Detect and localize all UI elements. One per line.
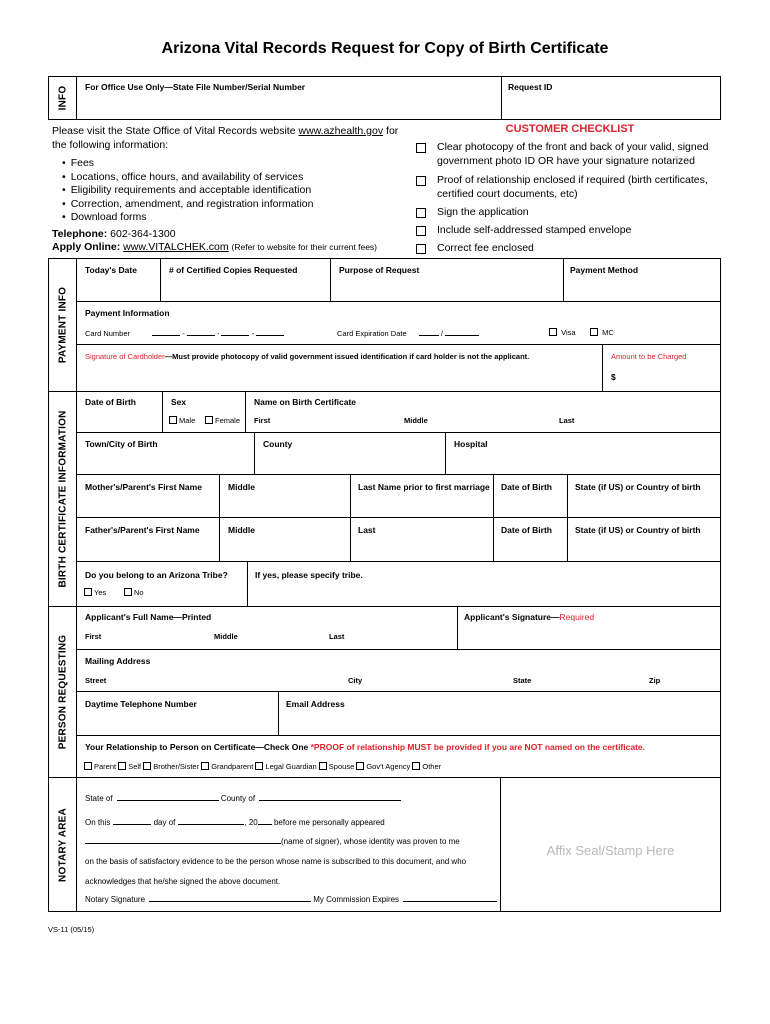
copies-requested-field[interactable]: # of Certified Copies Requested xyxy=(160,258,331,302)
visa-option[interactable]: Visa xyxy=(549,328,576,337)
vitalchek-link[interactable]: www.VITALCHEK.com xyxy=(123,241,229,253)
male-option[interactable]: Male xyxy=(169,416,195,425)
father-birth-place-field[interactable]: State (if US) or Country of birth xyxy=(567,517,721,562)
seal-stamp-area[interactable] xyxy=(500,777,721,912)
card-number-field[interactable]: Card Number - - - xyxy=(85,329,284,338)
list-item: • Correction, amendment, and registration information xyxy=(62,198,313,212)
list-item: • Download forms xyxy=(62,211,313,225)
relationship-option-spouse[interactable]: Spouse xyxy=(319,762,354,771)
relationship-option-grandparent[interactable]: Grandparent xyxy=(201,762,253,771)
form-id: VS-11 (05/15) xyxy=(48,925,95,934)
date-line[interactable]: On this day of , 20 before me personally appeared xyxy=(85,818,385,827)
signer-name-field[interactable]: (name of signer), whose identity was proven to me xyxy=(85,837,460,846)
relationship-checkbox[interactable] xyxy=(356,762,364,770)
applicant-signature-field[interactable]: Applicant's Signature—Required xyxy=(457,606,721,650)
side-label-person: PERSON REQUESTING xyxy=(48,606,77,778)
email-address-field[interactable]: Email Address xyxy=(278,691,721,736)
father-middle-name-field[interactable]: Middle xyxy=(219,517,351,562)
female-option[interactable]: Female xyxy=(205,416,240,425)
mc-option[interactable]: MC xyxy=(590,328,614,337)
checklist-checkbox[interactable] xyxy=(416,226,426,236)
list-item: • Eligibility requirements and acceptable identification xyxy=(62,184,313,198)
relationship-option-parent[interactable]: Parent xyxy=(84,762,116,771)
customer-checklist-title: CUSTOMER CHECKLIST xyxy=(505,123,635,135)
telephone-line: Telephone: 602-364-1300 xyxy=(52,228,176,240)
relationship-option-agency[interactable]: Gov't Agency xyxy=(356,762,410,771)
county-field[interactable]: County xyxy=(254,432,446,475)
relationship-checkbox[interactable] xyxy=(255,762,263,770)
relationship-options xyxy=(84,762,441,771)
relationship-option-sibling[interactable]: Brother/Sister xyxy=(143,762,199,771)
father-first-name-field[interactable]: Father's/Parent's First Name xyxy=(76,517,220,562)
checklist-checkbox[interactable] xyxy=(416,208,426,218)
father-last-name-field[interactable]: Last xyxy=(350,517,494,562)
relationship-option-guardian[interactable]: Legal Guardian xyxy=(255,762,316,771)
amount-charged-field[interactable]: Amount to be Charged $ xyxy=(602,344,721,392)
tribe-no-option[interactable]: No xyxy=(124,588,144,597)
state-file-number-field[interactable]: For Office Use Only—State File Number/Serial Number xyxy=(76,76,502,120)
mother-middle-name-field[interactable]: Middle xyxy=(219,474,351,518)
father-date-of-birth-field[interactable]: Date of Birth xyxy=(493,517,568,562)
info-bullet-list xyxy=(62,157,313,225)
mailing-address-field[interactable]: Mailing Address Street City State Zip xyxy=(76,649,721,692)
notary-signature-field[interactable]: Notary Signature My Commission Expires xyxy=(85,895,497,904)
azhealth-link[interactable]: www.azhealth.gov xyxy=(298,125,384,137)
seal-placeholder-text: Affix Seal/Stamp Here xyxy=(546,843,675,858)
relationship-checkbox[interactable] xyxy=(118,762,126,770)
relationship-checkbox[interactable] xyxy=(201,762,209,770)
hospital-field[interactable]: Hospital xyxy=(445,432,721,475)
payment-method-field[interactable]: Payment Method xyxy=(563,258,721,302)
relationship-option-other[interactable]: Other xyxy=(412,762,441,771)
notary-statement-box: State of County of On this day of , 20 before me personally appeared (name of signer), whose identity was proven to me on the basis of satisfactory evidence to be the person whose name is subscribed to this document, and who acknowledges that he/she signed the above document. Notary Signature My Commission Expires xyxy=(76,777,501,912)
payment-information-box: Payment Information Card Number - - - Card Expiration Date / Visa MC xyxy=(76,301,721,345)
relationship-checkbox[interactable] xyxy=(84,762,92,770)
relationship-checkbox[interactable] xyxy=(319,762,327,770)
relationship-box: Your Relationship to Person on Certificate—Check One *PROOF of relationship MUST be provided if you are NOT named on the certificate. Parent Self Brother/Sister Grandparent Legal Guardian Spouse Gov't Agency Other xyxy=(76,735,721,778)
tribe-yes-option[interactable]: Yes xyxy=(84,588,106,597)
relationship-option-self[interactable]: Self xyxy=(118,762,141,771)
mc-checkbox[interactable] xyxy=(590,328,598,336)
checklist-checkbox[interactable] xyxy=(416,143,426,153)
visa-checkbox[interactable] xyxy=(549,328,557,336)
mother-date-of-birth-field[interactable]: Date of Birth xyxy=(493,474,568,518)
page-title: Arizona Vital Records Request for Copy of Birth Certificate xyxy=(161,40,609,57)
visit-website-text: Please visit the State Office of Vital Records website www.azhealth.gov for xyxy=(52,125,399,137)
state-of-field[interactable]: State of County of xyxy=(85,794,401,803)
female-checkbox[interactable] xyxy=(205,416,213,424)
side-label-payment: PAYMENT INFO xyxy=(48,258,77,392)
checklist-checkbox[interactable] xyxy=(416,176,426,186)
date-of-birth-field[interactable]: Date of Birth xyxy=(76,391,163,433)
side-label-birth: BIRTH CERTIFICATE INFORMATION xyxy=(48,391,77,607)
name-on-certificate-field[interactable]: Name on Birth Certificate First Middle Last xyxy=(245,391,721,433)
town-city-field[interactable]: Town/City of Birth xyxy=(76,432,255,475)
arizona-tribe-question: Do you belong to an Arizona Tribe? Yes No xyxy=(76,561,248,607)
relationship-checkbox[interactable] xyxy=(143,762,151,770)
checklist-checkbox[interactable] xyxy=(416,244,426,254)
daytime-phone-field[interactable]: Daytime Telephone Number xyxy=(76,691,279,736)
card-expiration-field[interactable]: Card Expiration Date / xyxy=(337,329,479,338)
cardholder-signature-field[interactable]: Signature of Cardholder—Must provide photocopy of valid government issued identification if card holder is not the applicant. xyxy=(76,344,603,392)
request-id-field[interactable]: Request ID xyxy=(501,76,721,120)
visit-website-text-2: the following information: xyxy=(52,139,169,151)
tribe-yes-checkbox[interactable] xyxy=(84,588,92,596)
todays-date-field[interactable]: Today's Date xyxy=(76,258,161,302)
applicant-full-name-field[interactable]: Applicant's Full Name—Printed First Middle Last xyxy=(76,606,458,650)
mother-birth-place-field[interactable]: State (if US) or Country of birth xyxy=(567,474,721,518)
purpose-field[interactable]: Purpose of Request xyxy=(330,258,564,302)
list-item: • Locations, office hours, and availability of services xyxy=(62,171,313,185)
mother-first-name-field[interactable]: Mother's/Parent's First Name xyxy=(76,474,220,518)
side-label-notary: NOTARY AREA xyxy=(48,777,77,912)
list-item: • Fees xyxy=(62,157,313,171)
mother-last-name-field[interactable]: Last Name prior to first marriage xyxy=(350,474,494,518)
male-checkbox[interactable] xyxy=(169,416,177,424)
relationship-checkbox[interactable] xyxy=(412,762,420,770)
apply-online-line: Apply Online: www.VITALCHEK.com (Refer to website for their current fees) xyxy=(52,241,378,253)
sex-field: Sex Male Female xyxy=(162,391,246,433)
tribe-specify-field[interactable]: If yes, please specify tribe. xyxy=(247,561,721,607)
side-label-info: INFO xyxy=(48,76,77,120)
tribe-no-checkbox[interactable] xyxy=(124,588,132,596)
